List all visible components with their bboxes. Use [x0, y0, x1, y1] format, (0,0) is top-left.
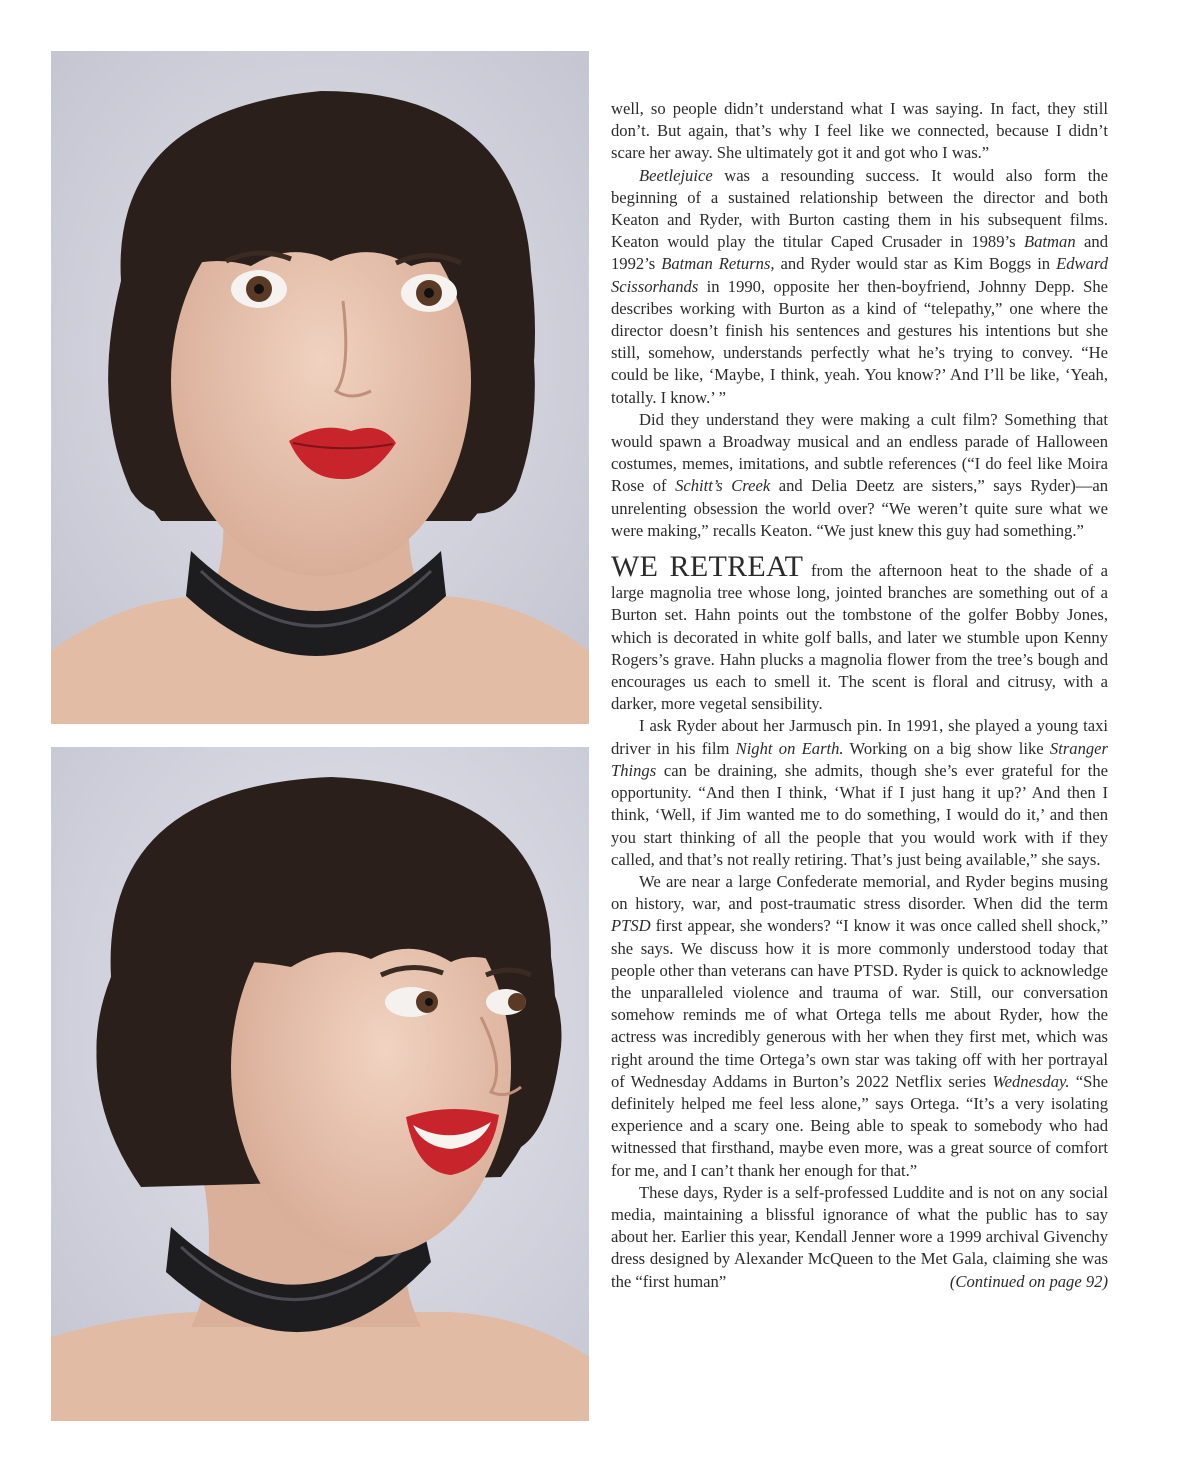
- italic-title: Batman: [1024, 232, 1076, 252]
- text-run: was a resounding success. It would also form the beginning of a sustained relationship between the director and both Keaton and Ryder, with Burton casting them in his subsequent films. Keaton would play the titular Caped Crusader in 1989’s: [611, 165, 1108, 252]
- italic-title: Stranger Things: [611, 738, 1108, 780]
- portrait-photo-bottom: [51, 747, 589, 1421]
- portrait-top-illustration: [51, 51, 589, 724]
- portrait-photo-top: [51, 51, 589, 724]
- italic-title: Schitt’s Creek: [675, 476, 771, 496]
- italic-title: Wednesday.: [992, 1071, 1070, 1091]
- article-column: [611, 98, 1108, 1293]
- section-lead-in: WE RETREAT: [611, 550, 804, 584]
- text-run: well, so people didn’t understand what I was saying. In fact, they still don’t. But again, that’s why I feel like we connected, because I didn’t scare her away. She ultimately got it and got who I was.”: [611, 99, 1108, 163]
- text-run: These days, Ryder is a self-professed Luddite and is not on any social media, maintaining a blissful ignorance of what the public has to say about her. Earlier this year, Kendall Jenner wore a 1999 archival Givenchy dress designed by Alexander McQueen to the Met Gala, claiming she was the “first human”: [611, 1182, 1108, 1291]
- text-run: “She definitely helped me feel less alone,” says Ortega. “It’s a very isolating experience and a scary one. Being able to speak to somebody who had witnessed that firsthand, maybe even more, was a great source of comfort for me, and I can’t thank her enough for that.”: [611, 1071, 1109, 1180]
- portrait-bottom-illustration: [51, 747, 589, 1421]
- article-paragraph: [611, 550, 1108, 715]
- text-run: Did they understand they were making a cult film? Something that would spawn a Broadway musical and an endless parade of Halloween costumes, memes, imitations, and subtle references (“I do feel like Moira Rose of: [611, 409, 1108, 496]
- article-paragraph: [611, 871, 1108, 1182]
- text-run: Working on a big show like: [843, 738, 1050, 758]
- text-run: can be draining, she admits, though she’s ever grateful for the opportunity. “And then I think, ‘What if I just hang it up?’ And then I think, ‘Well, if Jim wanted me to do something, I would do it,’ and then you start thinking of all the people that you would work with if they called, and that’s not really retiring. That’s just being available,” she says.: [611, 760, 1108, 869]
- article-paragraph: [611, 98, 1108, 165]
- text-run: and Ryder would star as Kim Boggs in: [774, 254, 1057, 274]
- text-run: from the afternoon heat to the shade of a large magnolia tree whose long, jointed branches are something out of a Burton set. Hahn points out the tombstone of the golfer Bobby Jones, which is decorated in white golf balls, and later we stumble upon Kenny Rogers’s grave. Hahn plucks a magnolia flower from the tree’s bough and encourages us each to smell it. The scent is floral and citrusy, with a darker, more vegetal sensibility.: [611, 561, 1108, 714]
- article-paragraph: [611, 165, 1108, 409]
- pupil-right: [424, 288, 434, 298]
- article-paragraph: [611, 715, 1108, 870]
- article-paragraph: [611, 1182, 1108, 1293]
- pupil-left: [254, 284, 264, 294]
- italic-title: Night on Earth.: [735, 738, 844, 758]
- pupil-left: [425, 998, 433, 1006]
- article-paragraph: [611, 409, 1108, 542]
- text-run: I ask Ryder about her Jarmusch pin. In 1991, she played a young taxi driver in his film: [611, 716, 1108, 758]
- italic-title: Batman Returns,: [661, 254, 775, 274]
- text-run: and 1992’s: [611, 232, 1108, 274]
- italic-title: PTSD: [611, 916, 651, 936]
- iris-right: [508, 993, 526, 1011]
- text-run: We are near a large Confederate memorial, and Ryder begins musing on history, war, and post-traumatic stress disorder. When did the term: [611, 871, 1108, 914]
- text-run: in 1990, opposite her then-boyfriend, Johnny Depp. She describes working with Burton as a kind of “telepathy,” one where the director doesn’t finish his sentences and gestures his intentions but she still, somehow, understands perfectly what he’s trying to convey. “He could be like, ‘Maybe, I think, yeah. You know?’ And I’ll be like, ‘Yeah, totally. I know.’ ”: [611, 276, 1108, 407]
- continued-jump-line: (Continued on page 92): [949, 1271, 1108, 1291]
- text-run: and Delia Deetz are sisters,” says Ryder)—an unrelenting obsession the world over? “We weren’t quite sure what we were making,” recalls Keaton. “We just knew this guy had something.”: [611, 476, 1108, 540]
- italic-title: Edward Scissorhands: [611, 254, 1108, 296]
- text-run: first appear, she wonders? “I know it was once called shell shock,” she says. We discuss how it is more commonly understood today that people other than veterans can have PTSD. Ryder is quick to acknowledge the unparalleled violence and trauma of war. Still, our conversation somehow reminds me of what Ortega tells me about Ryder, how the actress was incredibly generous with her when they first met, which was right around the time Ortega’s own star was taking off with her portrayal of Wednesday Addams in Burton’s 2022 Netflix series: [611, 916, 1108, 1091]
- italic-title: Beetlejuice: [639, 165, 713, 185]
